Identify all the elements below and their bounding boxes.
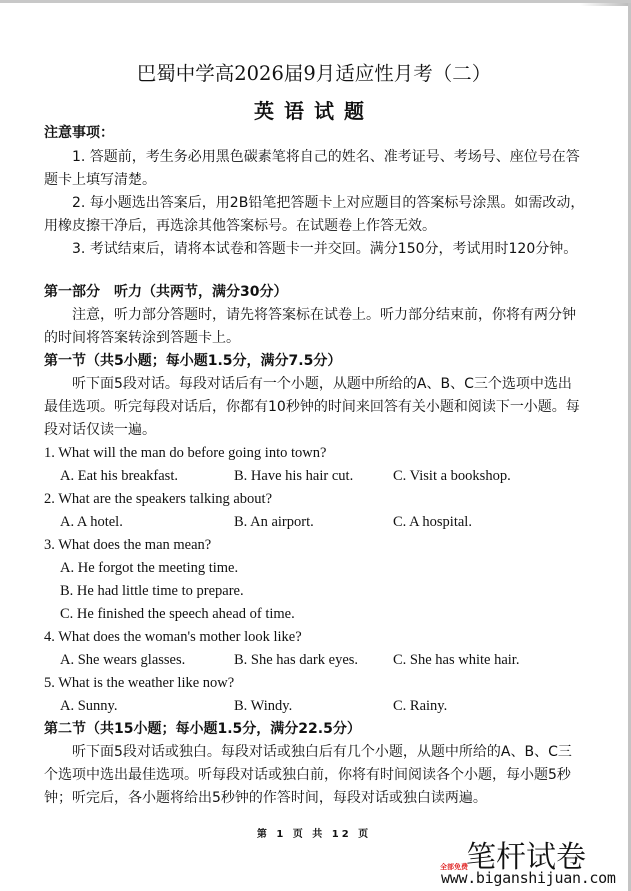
watermark-url: www.biganshijuan.com xyxy=(441,869,616,887)
section2-intro-line3: 钟；听完后，各小题将给出5秒钟的作答时间，每段对话或独白读两遍。 xyxy=(44,790,487,806)
q2-option-b: B. An airport. xyxy=(234,514,314,530)
notice-item-2-line2: 用橡皮擦干净后，再选涂其他答案标号。在试题卷上作答无效。 xyxy=(44,218,436,234)
section1-intro-line3: 段对话仅读一遍。 xyxy=(44,422,156,438)
page-number: 第 1 页 共 12 页 xyxy=(256,829,372,840)
part1-heading: 第一部分 听力（共两节，满分30分） xyxy=(44,284,288,300)
question-1: 1. What will the man do before going into town? xyxy=(44,445,327,461)
question-4: 4. What does the woman's mother look like? xyxy=(44,629,302,645)
section1-heading: 第一节（共5小题；每小题1.5分，满分7.5分） xyxy=(44,353,342,369)
q4-option-a: A. She wears glasses. xyxy=(60,652,186,668)
notice-item-2-line1: 2. 每小题选出答案后，用2B铅笔把答题卡上对应题目的答案标号涂黑。如需改动， xyxy=(72,195,585,211)
notice-heading: 注意事项： xyxy=(44,125,114,141)
q4-option-b: B. She has dark eyes. xyxy=(234,652,359,668)
q4-option-c: C. She has white hair. xyxy=(393,652,520,668)
q1-option-b: B. Have his hair cut. xyxy=(234,468,354,484)
section2-intro-line1: 听下面5段对话或独白。每段对话或独白后有几个小题，从题中所给的A、B、C三 xyxy=(72,744,572,760)
q5-option-a: A. Sunny. xyxy=(60,698,118,714)
notice-item-1-line1: 1. 答题前，考生务必用黑色碳素笔将自己的姓名、准考证号、考场号、座位号在答 xyxy=(72,149,580,165)
watermark-brand: 笔杆试卷 xyxy=(466,840,586,875)
q5-option-b: B. Windy. xyxy=(234,698,293,714)
section2-heading: 第二节（共15小题；每小题1.5分，满分22.5分） xyxy=(44,721,361,737)
exam-subtitle: 英语试题 xyxy=(254,99,374,123)
q3-option-b: B. He had little time to prepare. xyxy=(60,583,244,599)
notice-item-1-line2: 题卡上填写清楚。 xyxy=(44,172,156,188)
section2-intro-line2: 个选项中选出最佳选项。听每段对话或独白前，你将有时间阅读各个小题，每小题5秒 xyxy=(44,767,571,783)
q3-option-c: C. He finished the speech ahead of time. xyxy=(60,606,295,622)
q1-option-a: A. Eat his breakfast. xyxy=(60,468,178,484)
part1-intro-line2: 的时间将答案转涂到答题卡上。 xyxy=(44,330,240,346)
part1-intro-line1: 注意，听力部分答题时，请先将答案标在试卷上。听力部分结束前，你将有两分钟 xyxy=(72,307,576,323)
section1-intro-line1: 听下面5段对话。每段对话后有一个小题，从题中所给的A、B、C三个选项中选出 xyxy=(72,376,572,392)
watermark-tag: 全部免费 xyxy=(440,863,468,871)
question-2: 2. What are the speakers talking about? xyxy=(44,491,273,507)
q5-option-c: C. Rainy. xyxy=(393,698,448,714)
q2-option-c: C. A hospital. xyxy=(393,514,472,530)
notice-item-3: 3. 考试结束后，请将本试卷和答题卡一并交回。满分150分，考试用时120分钟。 xyxy=(72,241,578,257)
q3-option-a: A. He forgot the meeting time. xyxy=(60,560,239,576)
question-5: 5. What is the weather like now? xyxy=(44,675,235,691)
exam-title: 巴蜀中学高2026届9月适应性月考（二） xyxy=(136,62,492,85)
question-3: 3. What does the man mean? xyxy=(44,537,212,553)
q2-option-a: A. A hotel. xyxy=(60,514,123,530)
q1-option-c: C. Visit a bookshop. xyxy=(393,468,511,484)
section1-intro-line2: 最佳选项。听完每段对话后，你都有10秒钟的时间来回答有关小题和阅读下一小题。每 xyxy=(44,399,580,415)
